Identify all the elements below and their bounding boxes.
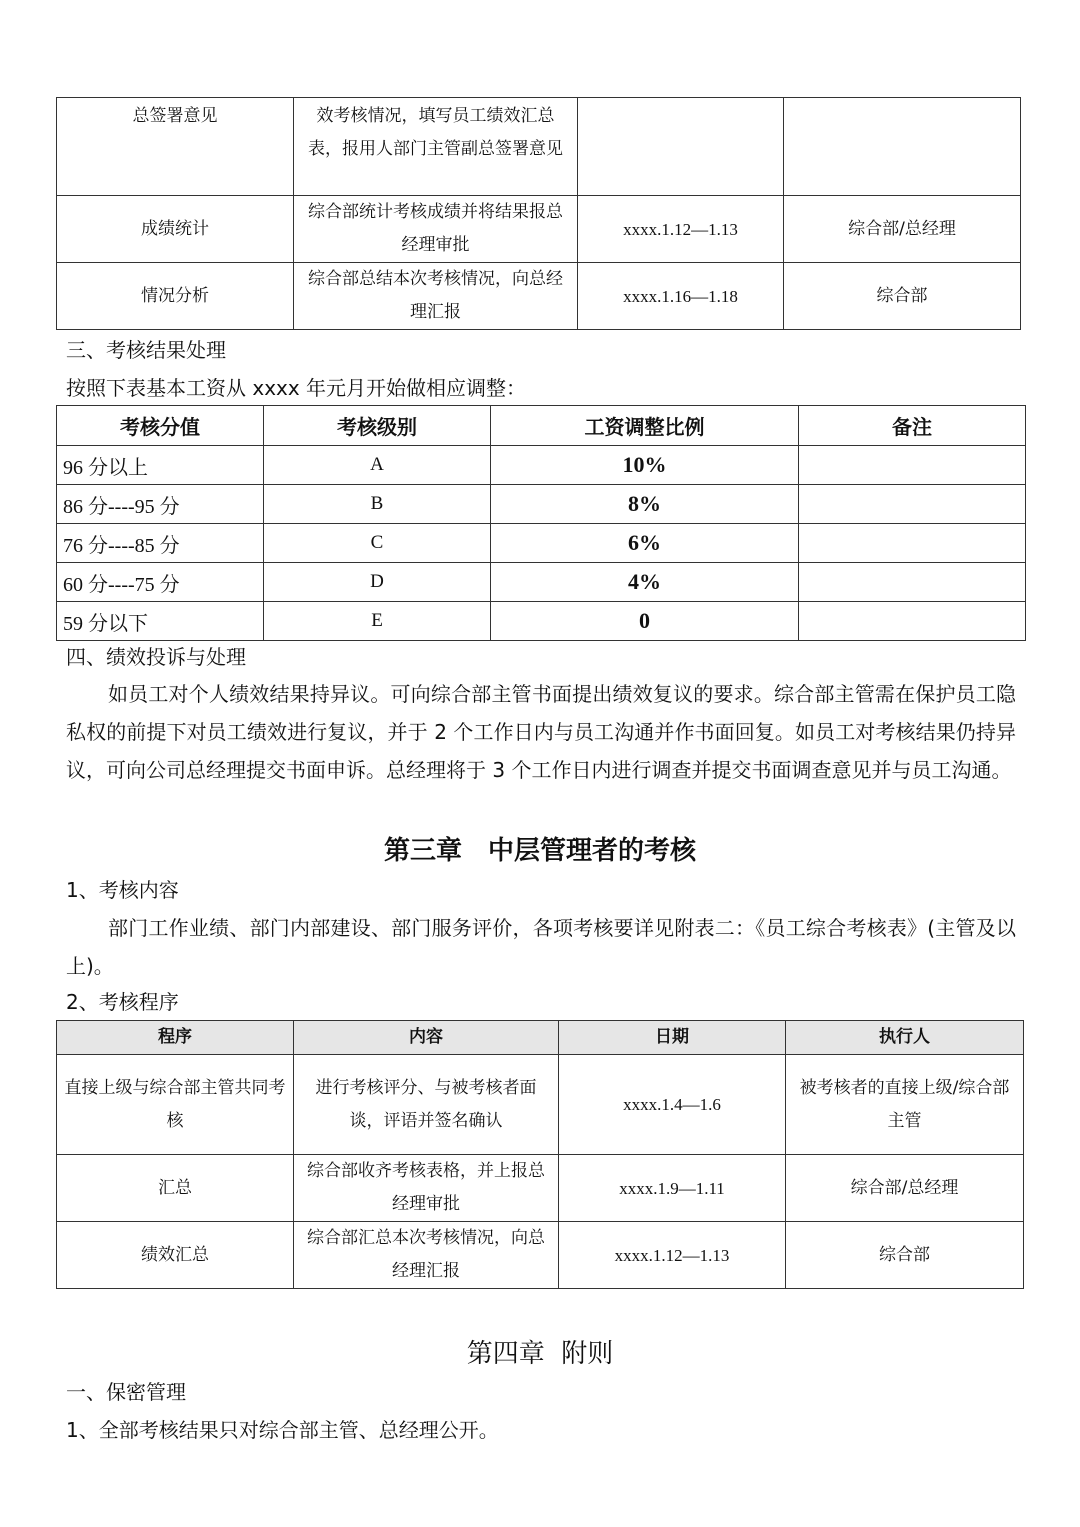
cell-ratio: 4% bbox=[491, 563, 799, 602]
cell-ratio: 0 bbox=[491, 602, 799, 641]
cell-date: xxxx.1.16—1.18 bbox=[578, 263, 784, 330]
cell-score: 76 分----85 分 bbox=[57, 524, 264, 563]
manager-procedure-table bbox=[56, 1020, 1024, 1289]
subsection-heading: 2、考核程序 bbox=[66, 990, 179, 1014]
header-score: 考核分值 bbox=[57, 406, 264, 446]
cell-ratio: 10% bbox=[491, 446, 799, 485]
section-heading: 一、保密管理 bbox=[66, 1380, 186, 1404]
cell-date bbox=[578, 98, 784, 196]
cell-note bbox=[799, 563, 1026, 602]
cell-note bbox=[799, 446, 1026, 485]
cell-step: 绩效汇总 bbox=[57, 1222, 294, 1289]
cell-date: xxxx.1.12—1.13 bbox=[559, 1222, 786, 1289]
salary-adjustment-table bbox=[56, 405, 1026, 641]
cell-content: 综合部收齐考核表格，并上报总经理审批 bbox=[294, 1155, 559, 1222]
section-heading: 四、绩效投诉与处理 bbox=[66, 645, 246, 669]
cell-step: 直接上级与综合部主管共同考核 bbox=[57, 1055, 294, 1155]
cell-date: xxxx.1.12—1.13 bbox=[578, 196, 784, 263]
cell-content: 效考核情况，填写员工绩效汇总表，报用人部门主管副总签署意见 bbox=[294, 98, 578, 196]
cell-content: 综合部统计考核成绩并将结果报总经理审批 bbox=[294, 196, 578, 263]
table-row bbox=[57, 1055, 1024, 1155]
table-row bbox=[57, 196, 1021, 263]
cell-score: 86 分----95 分 bbox=[57, 485, 264, 524]
cell-date: xxxx.1.9—1.11 bbox=[559, 1155, 786, 1222]
header-level: 考核级别 bbox=[264, 406, 491, 446]
section-heading: 三、考核结果处理 bbox=[66, 338, 226, 362]
cell-step: 情况分析 bbox=[57, 263, 294, 330]
table-row bbox=[57, 524, 1026, 563]
cell-step: 成绩统计 bbox=[57, 196, 294, 263]
cell-level: B bbox=[264, 485, 491, 524]
cell-level: E bbox=[264, 602, 491, 641]
cell-level: C bbox=[264, 524, 491, 563]
chapter-title: 第四章 附则 bbox=[466, 1339, 614, 1369]
table-row bbox=[57, 1155, 1024, 1222]
cell-content: 综合部总结本次考核情况，向总经理汇报 bbox=[294, 263, 578, 330]
header-date: 日期 bbox=[559, 1021, 786, 1055]
cell-date: xxxx.1.4—1.6 bbox=[559, 1055, 786, 1155]
table-header-row bbox=[57, 1021, 1024, 1055]
header-content: 内容 bbox=[294, 1021, 559, 1055]
procedure-table-continued bbox=[56, 97, 1021, 330]
chapter-title: 第三章 中层管理者的考核 bbox=[383, 836, 696, 866]
cell-level: D bbox=[264, 563, 491, 602]
table-header-row bbox=[57, 406, 1026, 446]
cell-score: 60 分----75 分 bbox=[57, 563, 264, 602]
complaint-paragraph: 如员工对个人绩效结果持异议。可向综合部主管书面提出绩效复议的要求。综合部主管需在保护员工隐私权的前提下对员工绩效进行复议，并于 2 个工作日内与员工沟通并作书面回复。如员工对考核结果仍持异议，可向公司总经理提交书面申诉。总经理将于 3 个工作日内进行调查并提交书面调查意见并与员工沟通。 bbox=[66, 682, 1016, 782]
table-row bbox=[57, 263, 1021, 330]
cell-step: 汇总 bbox=[57, 1155, 294, 1222]
cell-ratio: 8% bbox=[491, 485, 799, 524]
subsection-heading: 1、考核内容 bbox=[66, 878, 179, 902]
cell-level: A bbox=[264, 446, 491, 485]
table-row bbox=[57, 485, 1026, 524]
section-intro: 按照下表基本工资从 xxxx 年元月开始做相应调整： bbox=[66, 376, 527, 400]
cell-executor bbox=[784, 98, 1021, 196]
header-ratio: 工资调整比例 bbox=[491, 406, 799, 446]
content-line: 1、全部考核结果只对综合部主管、总经理公开。 bbox=[66, 1418, 499, 1442]
table-row bbox=[57, 602, 1026, 641]
cell-executor: 综合部/总经理 bbox=[786, 1155, 1024, 1222]
cell-content: 进行考核评分、与被考核者面谈，评语并签名确认 bbox=[294, 1055, 559, 1155]
cell-executor: 被考核者的直接上级/综合部主管 bbox=[786, 1055, 1024, 1155]
cell-content: 综合部汇总本次考核情况，向总经理汇报 bbox=[294, 1222, 559, 1289]
cell-executor: 综合部 bbox=[784, 263, 1021, 330]
cell-ratio: 6% bbox=[491, 524, 799, 563]
content-paragraph: 部门工作业绩、部门内部建设、部门服务评价，各项考核要详见附表二：《员工综合考核表》(主管及以上)。 bbox=[66, 916, 1016, 978]
cell-score: 96 分以上 bbox=[57, 446, 264, 485]
cell-score: 59 分以下 bbox=[57, 602, 264, 641]
cell-note bbox=[799, 485, 1026, 524]
cell-note bbox=[799, 524, 1026, 563]
table-row bbox=[57, 446, 1026, 485]
cell-executor: 综合部/总经理 bbox=[784, 196, 1021, 263]
table-row bbox=[57, 1222, 1024, 1289]
header-executor: 执行人 bbox=[786, 1021, 1024, 1055]
table-row bbox=[57, 563, 1026, 602]
cell-executor: 综合部 bbox=[786, 1222, 1024, 1289]
cell-step: 总签署意见 bbox=[57, 98, 294, 196]
table-row bbox=[57, 98, 1021, 196]
header-note: 备注 bbox=[799, 406, 1026, 446]
header-step: 程序 bbox=[57, 1021, 294, 1055]
cell-note bbox=[799, 602, 1026, 641]
